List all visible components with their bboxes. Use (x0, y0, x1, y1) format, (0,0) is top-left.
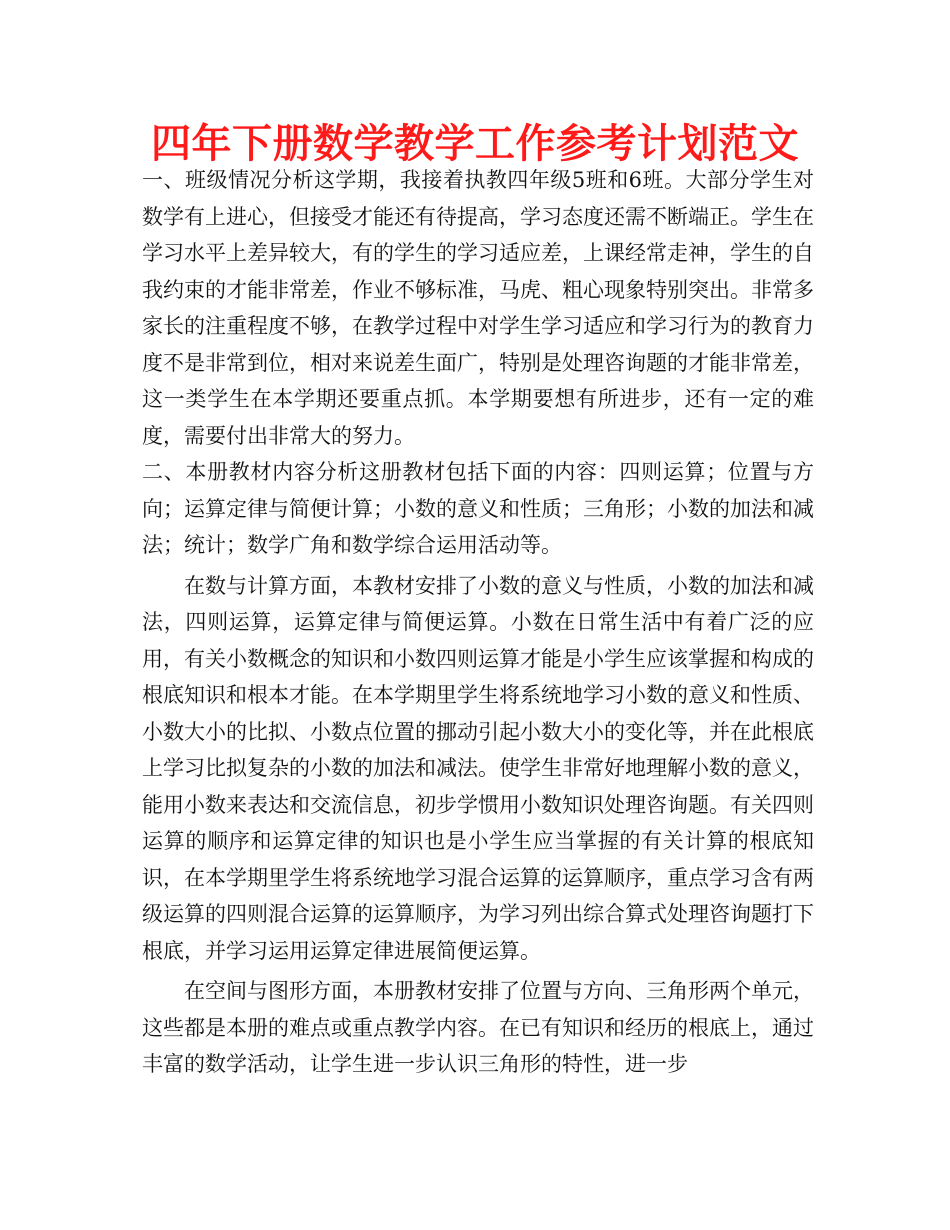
document-title: 四年下册数学教学工作参考计划范文 (151, 121, 799, 167)
paragraph-textbook-analysis: 二、本册教材内容分析这册教材包括下面的内容：四则运算；位置与方向；运算定律与简便计算；小数的意义和性质；三角形；小数的加法和减法；统计；数学广角和数学综合运用活动等。 (142, 460, 814, 557)
paragraph-class-analysis: 一、班级情况分析这学期，我接着执教四年级5班和6班。大部分学生对数学有上进心，但接受才能还有待提高，学习态度还需不断端正。学生在学习水平上差异较大，有的学生的学习适应差，上课经常走神，学生的自我约束的才能非常差，作业不够标准，马虎、粗心现象特别突出。非常多家长的注重程度不够，在教学过程中对学生学习适应和学习行为的教育力度不是非常到位，相对来说差生面广，特别是处理咨询题的才能非常差，这一类学生在本学期还要重点抓。本学期要想有所进步，还有一定的难度，需要付出非常大的努力。 (142, 168, 814, 448)
document-body (142, 162, 814, 1083)
paragraph-space-geometry: 在空间与图形方面，本册教材安排了位置与方向、三角形两个单元，这些都是本册的难点或重点教学内容。在已有知识和经历的根底上，通过丰富的数学活动，让学生进一步认识三角形的特性，进一步 (142, 979, 814, 1076)
paragraph-number-calculation: 在数与计算方面，本教材安排了小数的意义与性质，小数的加法和减法，四则运算，运算定律与简便运算。小数在日常生活中有着广泛的应用，有关小数概念的知识和小数四则运算才能是小学生应该掌握和构成的根底知识和根本才能。在本学期里学生将系统地学习小数的意义和性质、小数大小的比拟、小数点位置的挪动引起小数大小的变化等，并在此根底上学习比拟复杂的小数的加法和减法。使学生非常好地理解小数的意义，能用小数来表达和交流信息，初步学惯用小数知识处理咨询题。有关四则运算的顺序和运算定律的知识也是小学生应当掌握的有关计算的根底知识，在本学期里学生将系统地学习混合运算的运算顺序，重点学习含有两级运算的四则混合运算的运算顺序，为学习列出综合算式处理咨询题打下根底，并学习运用运算定律进展简便运算。 (142, 573, 814, 963)
